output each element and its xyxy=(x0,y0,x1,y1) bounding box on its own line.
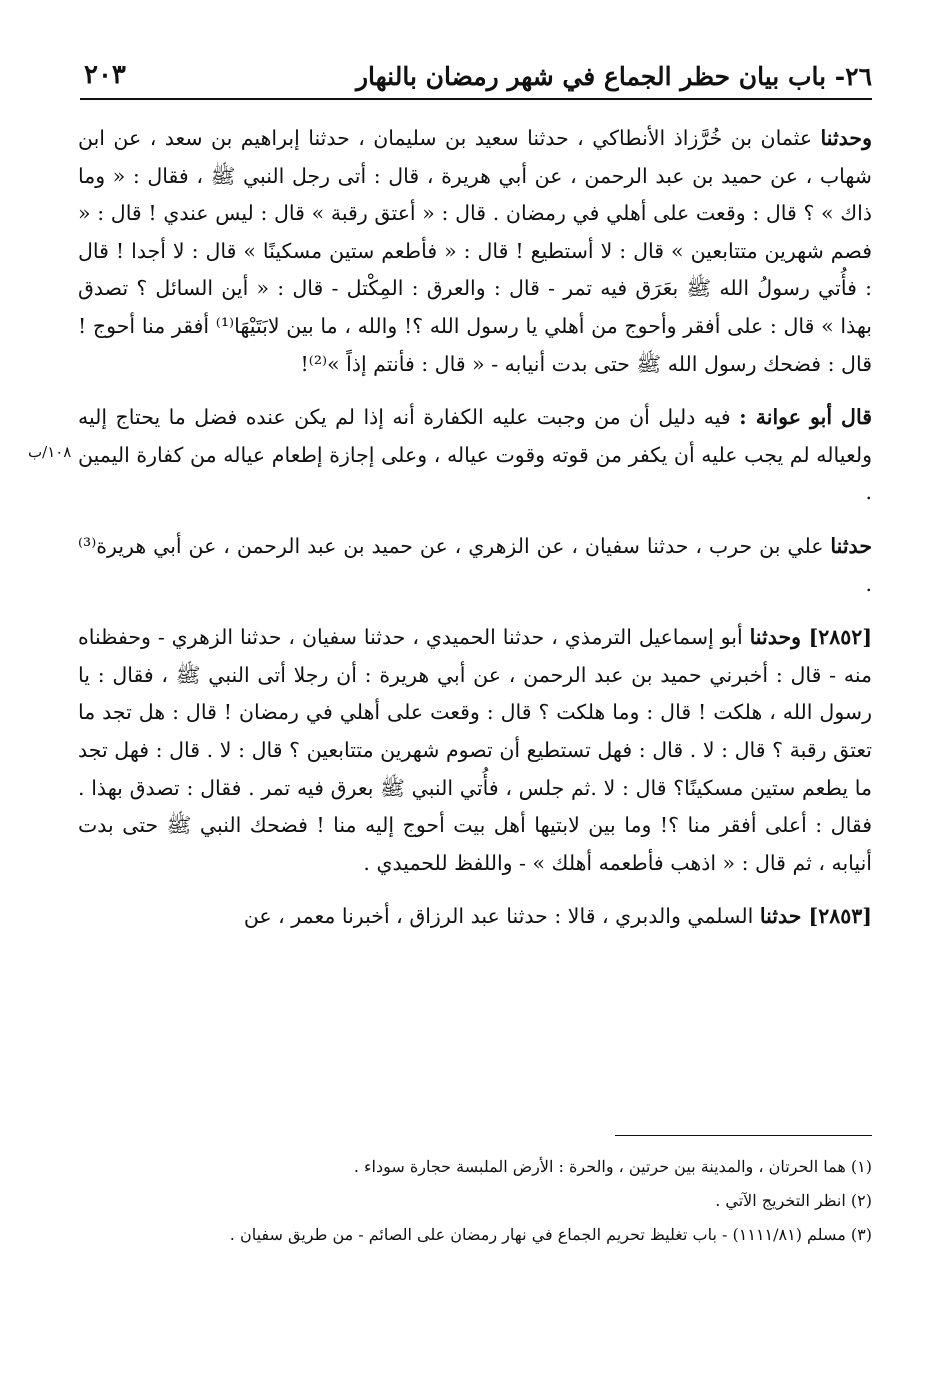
hadith-number: [٢٨٥٢] xyxy=(808,625,873,650)
manuscript-folio-note: ١٠٨/ب xyxy=(28,443,72,461)
hadith-paragraph xyxy=(78,898,872,936)
hadith-paragraph xyxy=(78,619,872,882)
chapter-title: ٢٦- باب بيان حظر الجماع في شهر رمضان بالنهار xyxy=(355,62,872,91)
paragraph-text: عثمان بن خُرَّزاذ الأنطاكي ، حدثنا سعيد بن سليمان ، حدثنا إبراهيم بن سعد ، عن ابن شهاب ، عن حميد بن عبد الرحمن ، عن أبي هريرة ، قال : أتى رجل النبي ﷺ ، فقال : « وما ذاك » ؟ قال : وقعت على أهلي في رمضان . قال : « أعتق رقبة » قال : ليس عندي ! قال : « فصم شهرين متتابعين » قال : لا أستطيع ! قال : « فأطعم ستين مسكينًا » قال : لا أجدا ! قال : فأُتي رسولُ الله ﷺ بعَرَق فيه تمر - قال : والعرق : المِكْتل - قال : « أين السائل ؟ تصدق بهذا » قال : على أفقر وأحوج من أهلي يا رسول الله ؟! والله ، ما بين لابَتَيْهَا⁽¹⁾ أفقر منا أحوج ! قال : فضحك رسول الله ﷺ حتى بدت أنيابه - « قال : فأنتم إذاً »⁽²⁾! xyxy=(78,126,872,376)
paragraph-lead: وحدثنا xyxy=(749,625,809,650)
footnote-separator xyxy=(615,1135,872,1136)
paragraph-lead: قال أبو عوانة : xyxy=(739,405,872,430)
paragraph-text: أبو إسماعيل الترمذي ، حدثنا الحميدي ، حدثنا سفيان ، حدثنا الزهري - وحفظناه منه - قال : أخبرني حميد بن عبد الرحمن ، عن أبي هريرة : أن رجلا أتى النبي ﷺ ، فقال : يا رسول الله ، هلكت ! قال : وما هلكت ؟ قال : وقعت على أهلي في رمضان ! قال : هل تجد ما تعتق رقبة ؟ قال : لا . قال : فهل تستطيع أن تصوم شهرين متتابعين ؟ قال : لا . قال : فهل تجد ما يطعم ستين مسكينًا؟ قال : لا .ثم جلس ، فأُتي النبي ﷺ بعرق فيه تمر . فقال : تصدق بهذا . فقال : أعلى أفقر منا ؟! وما بين لابتيها أهل بيت أحوج إليه منا ! فضحك النبي ﷺ حتى بدت أنيابه ، ثم قال : « اذهب فأطعمه أهلك » - واللفظ للحميدي . xyxy=(78,625,872,875)
main-text xyxy=(78,120,872,952)
paragraph-text: السلمي والدبري ، قالا : حدثنا عبد الرزاق ، أخبرنا معمر ، عن xyxy=(243,904,760,929)
footnote: (١) هما الحرتان ، والمدينة بين حرتين ، والحرة : الأرض الملبسة حجارة سوداء . xyxy=(353,1157,872,1176)
paragraph-lead: وحدثنا xyxy=(820,126,872,150)
hadith-number: [٢٨٥٣] xyxy=(808,904,872,929)
paragraph-text: علي بن حرب ، حدثنا سفيان ، عن الزهري ، عن حميد بن عبد الرحمن ، عن أبي هريرة⁽³⁾ . xyxy=(78,533,872,596)
hadith-paragraph xyxy=(78,528,872,603)
paragraph-lead: حدثنا xyxy=(830,533,872,558)
footnote: (٢) انظر التخريج الآتي . xyxy=(715,1191,872,1210)
running-header xyxy=(80,58,872,100)
paragraph-lead: حدثنا xyxy=(759,904,809,929)
commentary-paragraph xyxy=(78,399,872,512)
footnotes xyxy=(78,1150,872,1252)
paragraph-text: فيه دليل أن من وجبت عليه الكفارة أنه إذا لم يكن عنده فضل ما يحتاج إليه ولعياله لم يجب عليه أن يكفر من قوته وقوت عياله ، وعلى إجازة إطعام عياله من كفارة اليمين . xyxy=(78,405,872,505)
footnote: (٣) مسلم (١١١١/٨١) - باب تغليظ تحريم الجماع في نهار رمضان على الصائم - من طريق سفيان . xyxy=(229,1225,872,1244)
hadith-paragraph xyxy=(78,120,872,383)
page-number: ٢٠٣ xyxy=(84,60,126,90)
